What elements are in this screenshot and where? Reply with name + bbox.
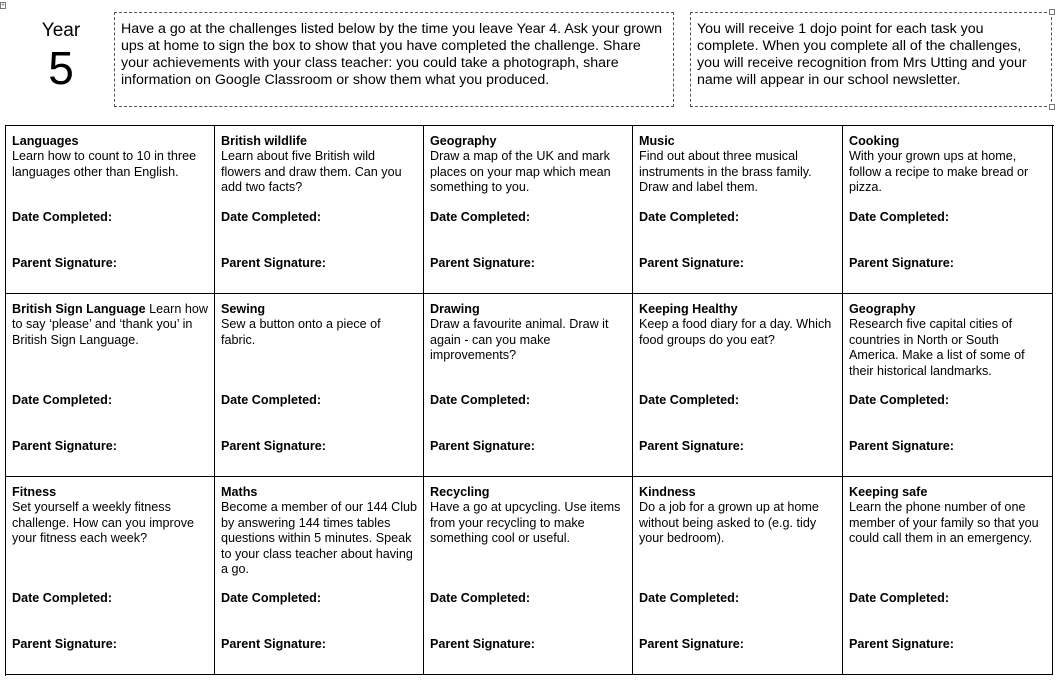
parent-signature-label: Parent Signature:	[430, 637, 535, 651]
challenge-title: British wildlife	[221, 134, 308, 148]
instructions-textbox[interactable]	[114, 12, 674, 107]
challenge-description: Learn about five British wild flowers and draw them. Can you add two facts?	[221, 149, 402, 195]
parent-signature-label: Parent Signature:	[639, 439, 744, 453]
date-completed-label: Date Completed:	[221, 393, 322, 407]
parent-signature-label: Parent Signature:	[221, 439, 326, 453]
parent-signature-label: Parent Signature:	[639, 637, 744, 651]
parent-signature-label: Parent Signature:	[221, 637, 326, 651]
anchor-icon: +	[1, 3, 5, 9]
challenge-cell[interactable]	[215, 477, 424, 675]
challenge-title: Languages	[12, 134, 79, 148]
challenge-description: Have a go at upcycling. Use items from your recycling to make something cool or useful.	[430, 500, 621, 546]
challenge-description: With your grown ups at home, follow a recipe to make bread or pizza.	[849, 149, 1029, 195]
challenge-title: Geography	[849, 302, 916, 316]
challenge-title: Recycling	[430, 485, 490, 499]
year-heading	[30, 20, 92, 94]
parent-signature-label: Parent Signature:	[12, 256, 117, 270]
parent-signature-label: Parent Signature:	[849, 256, 954, 270]
challenge-cell[interactable]	[6, 126, 215, 294]
resize-handle-bottom-right[interactable]	[1049, 104, 1055, 110]
challenge-title: Kindness	[639, 485, 696, 499]
year-label: Year	[41, 20, 81, 41]
challenge-title: Fitness	[12, 485, 57, 499]
date-completed-label: Date Completed:	[849, 591, 950, 605]
challenge-description: Keep a food diary for a day. Which food groups do you eat?	[639, 317, 832, 347]
challenge-title: Cooking	[849, 134, 900, 148]
challenge-cell[interactable]	[633, 294, 843, 477]
challenge-description: Research five capital cities of countries in North or South America. Make a list of some of their historical landmarks.	[849, 317, 1025, 378]
challenge-description: Set yourself a weekly fitness challenge. How can you improve your fitness each week?	[12, 500, 195, 546]
date-completed-label: Date Completed:	[639, 393, 740, 407]
parent-signature-label: Parent Signature:	[849, 439, 954, 453]
date-completed-label: Date Completed:	[639, 210, 740, 224]
challenge-cell[interactable]	[215, 294, 424, 477]
date-completed-label: Date Completed:	[849, 210, 950, 224]
challenge-description: Find out about three musical instruments in the brass family. Draw and label them.	[639, 149, 812, 195]
date-completed-label: Date Completed:	[430, 591, 531, 605]
date-completed-label: Date Completed:	[639, 591, 740, 605]
date-completed-label: Date Completed:	[849, 393, 950, 407]
challenge-cell[interactable]	[215, 126, 424, 294]
parent-signature-label: Parent Signature:	[12, 439, 117, 453]
challenge-heading-inline	[12, 302, 208, 348]
year-number: 5	[48, 42, 74, 94]
challenge-description: Draw a map of the UK and mark places on your map which mean something to you.	[430, 149, 611, 195]
parent-signature-label: Parent Signature:	[639, 256, 744, 270]
challenge-description: Learn the phone number of one member of your family so that you could call them in an emergency.	[849, 500, 1039, 546]
rewards-textbox[interactable]	[690, 12, 1052, 107]
challenge-description: Become a member of our 144 Club by answering 144 times tables questions within 5 minutes. Speak to your class teacher about having a go.	[221, 500, 418, 577]
challenge-title: Music	[639, 134, 675, 148]
challenge-cell[interactable]	[843, 477, 1053, 675]
challenge-cell[interactable]	[843, 294, 1053, 477]
challenge-cell[interactable]	[6, 294, 215, 477]
challenge-title: Keeping safe	[849, 485, 928, 499]
challenge-cell[interactable]	[424, 294, 633, 477]
date-completed-label: Date Completed:	[430, 210, 531, 224]
challenge-cell[interactable]	[633, 477, 843, 675]
rewards-text: You will receive 1 dojo point for each task you complete. When you complete all of the challenges, you will receive recognition from Mrs Utting and your name will appear in our school newsletter.	[697, 21, 1027, 88]
challenge-table	[5, 125, 1054, 676]
instructions-text: Have a go at the challenges listed below by the time you leave Year 4. Ask your grown ups at home to sign the box to show that you have completed the challenge. Share your achievements with your class teacher: you could take a photograph, share information on Google Classroom or show them what you produced.	[121, 21, 663, 88]
challenge-description: Learn how to count to 10 in three languages other than English.	[12, 149, 197, 179]
challenge-title: British Sign Language	[12, 302, 146, 316]
date-completed-label: Date Completed:	[221, 210, 322, 224]
parent-signature-label: Parent Signature:	[430, 439, 535, 453]
parent-signature-label: Parent Signature:	[849, 637, 954, 651]
challenge-cell[interactable]	[424, 477, 633, 675]
challenge-description: Draw a favourite animal. Draw it again - can you make improvements?	[430, 317, 609, 363]
parent-signature-label: Parent Signature:	[221, 256, 326, 270]
challenge-title: Sewing	[221, 302, 266, 316]
parent-signature-label: Parent Signature:	[12, 637, 117, 651]
resize-handle-top-right[interactable]	[1049, 9, 1055, 15]
parent-signature-label: Parent Signature:	[430, 256, 535, 270]
challenge-description: Learn how to say ‘please’ and ‘thank you’ in British Sign Language.	[12, 302, 208, 347]
date-completed-label: Date Completed:	[430, 393, 531, 407]
challenge-cell[interactable]	[633, 126, 843, 294]
challenge-cell[interactable]	[6, 477, 215, 675]
challenge-title: Geography	[430, 134, 497, 148]
challenge-description: Sew a button onto a piece of fabric.	[221, 317, 381, 347]
date-completed-label: Date Completed:	[12, 210, 113, 224]
date-completed-label: Date Completed:	[12, 591, 113, 605]
date-completed-label: Date Completed:	[221, 591, 322, 605]
challenge-cell[interactable]	[843, 126, 1053, 294]
challenge-title: Keeping Healthy	[639, 302, 738, 316]
date-completed-label: Date Completed:	[12, 393, 113, 407]
challenge-title: Drawing	[430, 302, 480, 316]
challenge-description: Do a job for a grown up at home without being asked to (e.g. tidy your bedroom).	[639, 500, 819, 546]
challenge-title: Maths	[221, 485, 258, 499]
challenge-cell[interactable]	[424, 126, 633, 294]
